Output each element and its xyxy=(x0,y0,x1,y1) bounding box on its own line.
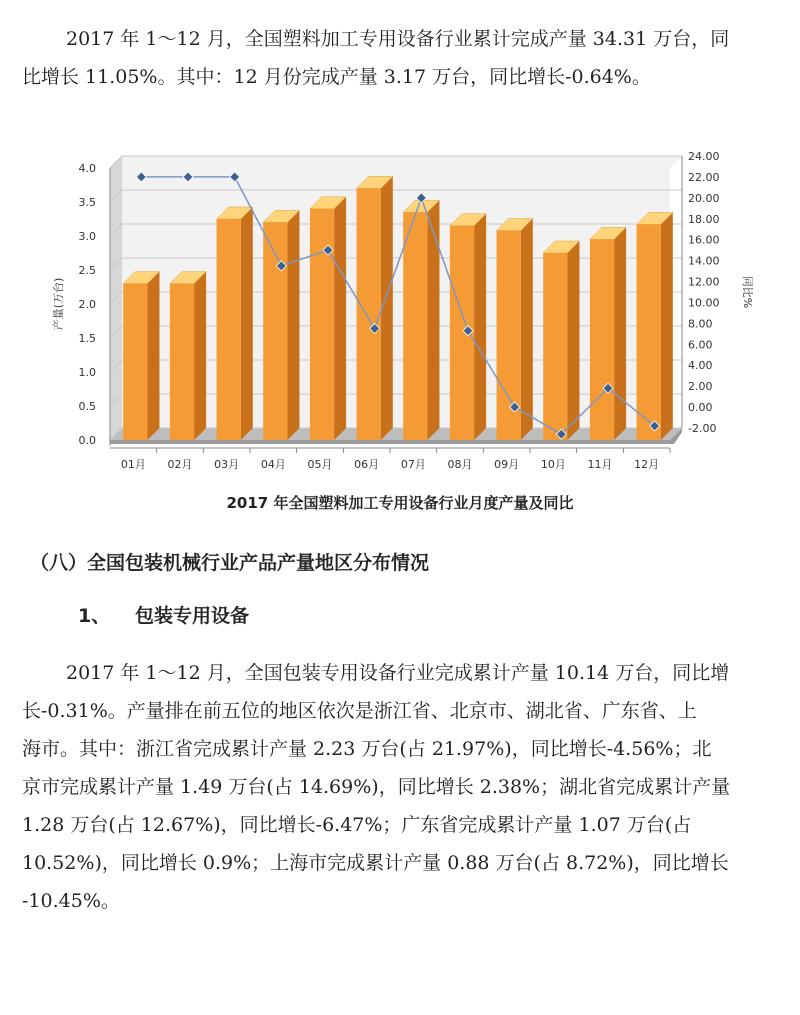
bar xyxy=(123,284,147,440)
y-right-tick-label: 2.00 xyxy=(688,380,713,394)
bar-side xyxy=(614,227,626,440)
x-tick-label: 03月 xyxy=(214,458,240,471)
body-line-3: 海市。其中：浙江省完成累计产量 2.23 万台(占 21.97%)，同比增长-4.56%；北 xyxy=(22,738,712,760)
y-right-tick-label: 20.00 xyxy=(688,191,720,205)
y-left-tick-label: 3.5 xyxy=(78,196,96,209)
bar-side xyxy=(147,272,159,440)
intro-paragraph xyxy=(22,20,778,96)
bar-side xyxy=(241,207,253,440)
y-left-tick-label: 3.0 xyxy=(78,230,96,243)
body-paragraph xyxy=(22,654,778,920)
body-line-5: 1.28 万台(占 12.67%)，同比增长-6.47%；广东省完成累计产量 1.07 万台(占 xyxy=(22,814,692,836)
y-left-tick-label: 0.0 xyxy=(78,434,96,447)
y-right-tick-label: 4.00 xyxy=(688,359,713,373)
y-right-axis-title: 同比% xyxy=(741,275,754,309)
section-heading: （八）全国包装机械行业产品产量地区分布情况 xyxy=(30,552,430,574)
bar-side xyxy=(287,210,299,440)
x-tick-label: 01月 xyxy=(120,458,146,471)
y-right-tick-label: 18.00 xyxy=(688,212,720,226)
y-left-tick-label: 2.5 xyxy=(78,264,96,277)
bar-side xyxy=(521,219,533,440)
bar xyxy=(357,188,381,440)
y-left-tick-label: 1.0 xyxy=(78,366,96,379)
y-right-tick-label: 12.00 xyxy=(688,275,720,289)
bar xyxy=(590,239,614,440)
y-right-tick-label: 14.00 xyxy=(688,254,720,268)
x-tick-label: 08月 xyxy=(447,458,473,471)
x-tick-label: 07月 xyxy=(400,458,426,471)
y-right-tick-label: -2.00 xyxy=(688,422,717,435)
y-left-tick-label: 1.5 xyxy=(78,332,96,345)
x-tick-label: 11月 xyxy=(587,458,613,471)
x-tick-label: 12月 xyxy=(634,458,660,471)
x-tick-label: 04月 xyxy=(260,458,286,471)
y-left-axis-title: 产量(万台) xyxy=(52,277,65,331)
body-line-1: 2017 年 1～12 月，全国包装专用设备行业完成累计产量 10.14 万台，同比增 xyxy=(66,662,730,684)
body-line-6: 10.52%)，同比增长 0.9%；上海市完成累计产量 0.88 万台(占 8.72%)，同比增长 xyxy=(22,852,729,874)
bar-side xyxy=(661,212,673,440)
intro-line-1: 2017 年 1～12 月，全国塑料加工专用设备行业累计完成产量 34.31 万台，同 xyxy=(66,28,730,50)
production-chart xyxy=(40,140,760,480)
bar xyxy=(403,212,427,440)
intro-line-2: 比增长 11.05%。其中：12 月份完成产量 3.17 万台，同比增长-0.64%。 xyxy=(22,66,651,88)
x-tick-label: 10月 xyxy=(540,458,566,471)
body-line-4: 京市完成累计产量 1.49 万台(占 14.69%)，同比增长 2.38%；湖北省完成累计产量 xyxy=(22,776,731,798)
y-left-tick-label: 2.0 xyxy=(78,298,96,311)
y-right-tick-label: 6.00 xyxy=(688,338,713,352)
x-tick-label: 05月 xyxy=(307,458,333,471)
subsection-title: 包装专用设备 xyxy=(135,605,250,627)
x-tick-label: 02月 xyxy=(167,458,193,471)
y-right-tick-label: 24.00 xyxy=(688,150,720,163)
x-tick-label: 09月 xyxy=(494,458,520,471)
y-right-tick-label: 10.00 xyxy=(688,296,720,310)
subsection-number: 1、 xyxy=(78,605,111,627)
bar-side xyxy=(567,241,579,440)
x-tick-label: 06月 xyxy=(354,458,380,471)
y-right-tick-label: 16.00 xyxy=(688,233,720,247)
bar xyxy=(310,209,334,440)
bar-side xyxy=(194,272,206,440)
chart-caption: 2017 年全国塑料加工专用设备行业月度产量及同比 xyxy=(226,494,574,512)
bar xyxy=(543,253,567,440)
bar xyxy=(170,284,194,440)
bar xyxy=(637,224,661,440)
bar-side xyxy=(334,197,346,440)
y-left-tick-label: 4.0 xyxy=(78,162,96,175)
bar xyxy=(217,219,241,440)
chart-svg xyxy=(40,140,760,480)
y-left-tick-label: 0.5 xyxy=(78,400,96,413)
y-right-tick-label: 8.00 xyxy=(688,317,713,331)
bar-side xyxy=(427,200,439,440)
body-line-7: -10.45%。 xyxy=(22,890,120,912)
y-right-tick-label: 22.00 xyxy=(688,170,720,184)
bar-side xyxy=(474,214,486,440)
y-right-tick-label: 0.00 xyxy=(688,401,713,415)
body-line-2: 长-0.31%。产量排在前五位的地区依次是浙江省、北京市、湖北省、广东省、上 xyxy=(22,700,697,722)
